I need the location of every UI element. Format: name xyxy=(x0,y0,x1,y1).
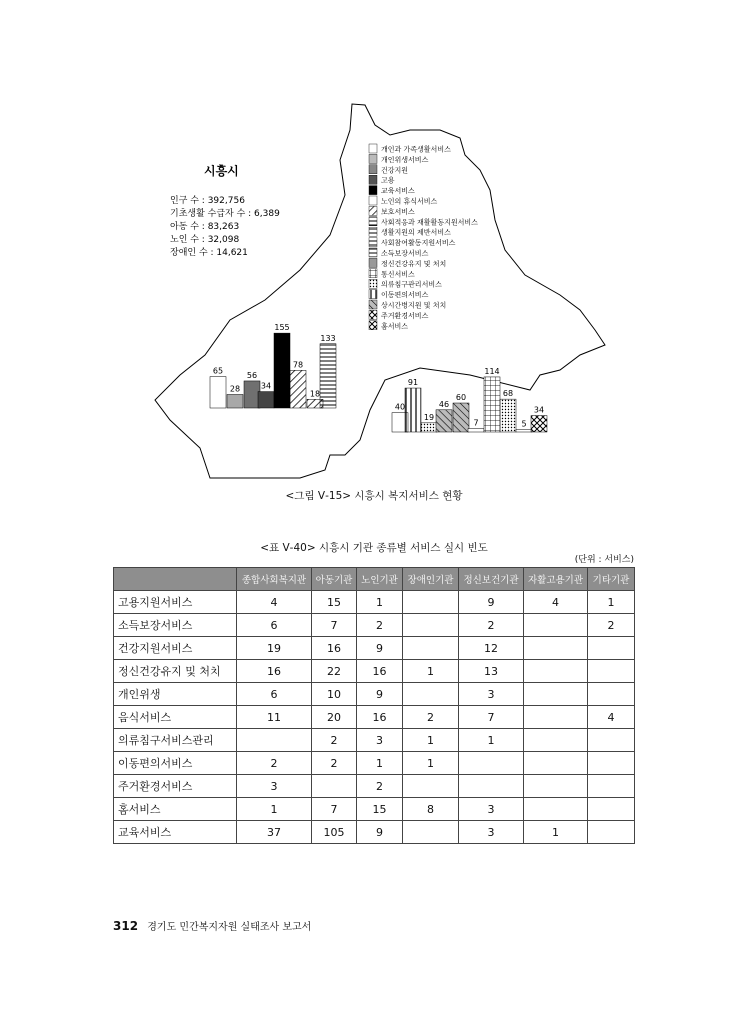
table-cell xyxy=(588,637,635,660)
table-cell: 1 xyxy=(524,821,588,844)
table-cell xyxy=(524,683,588,706)
row-label: 소득보장서비스 xyxy=(114,614,237,637)
table-cell xyxy=(403,683,459,706)
service-table xyxy=(113,567,635,844)
legend-swatch xyxy=(369,165,377,174)
table-cell: 13 xyxy=(459,660,524,683)
table-cell: 2 xyxy=(237,752,312,775)
table-cell: 7 xyxy=(459,706,524,729)
table-cell: 2 xyxy=(357,614,403,637)
table-cell: 20 xyxy=(312,706,357,729)
column-header: 기타기관 xyxy=(588,568,635,591)
table-cell: 1 xyxy=(588,591,635,614)
stat-recipients: 기초생활 수급자 수 : 6,389 xyxy=(170,209,280,219)
legend-label: 교육서비스 xyxy=(381,187,415,196)
table-row xyxy=(114,798,635,821)
legend-swatch xyxy=(369,238,377,247)
stat-children: 아동 수 : 83,263 xyxy=(170,222,240,232)
table-cell xyxy=(524,798,588,821)
table-cell: 16 xyxy=(357,660,403,683)
table-cell: 16 xyxy=(237,660,312,683)
legend-swatch xyxy=(369,196,377,205)
legend-swatch xyxy=(369,300,377,309)
table-cell: 3 xyxy=(459,683,524,706)
table-cell xyxy=(403,591,459,614)
table-cell: 4 xyxy=(524,591,588,614)
stat-disabled: 장애인 수 : 14,621 xyxy=(170,248,248,258)
bar xyxy=(227,394,243,408)
bar xyxy=(210,377,226,408)
table-cell: 15 xyxy=(357,798,403,821)
stats-block xyxy=(170,194,280,258)
table-cell: 1 xyxy=(403,660,459,683)
report-title: 경기도 민간복지자원 실태조사 보고서 xyxy=(147,922,312,933)
legend-label: 통신서비스 xyxy=(381,270,415,279)
table-cell: 16 xyxy=(312,637,357,660)
table-cell: 1 xyxy=(357,591,403,614)
table-cell xyxy=(588,821,635,844)
table-cell: 2 xyxy=(459,614,524,637)
city-name: 시흥시 xyxy=(204,164,239,178)
column-header: 노인기관 xyxy=(357,568,403,591)
bars xyxy=(210,323,547,432)
table-cell: 1 xyxy=(403,752,459,775)
table-cell: 2 xyxy=(357,775,403,798)
bar-value-label: 114 xyxy=(484,366,500,376)
row-label: 건강지원서비스 xyxy=(114,637,237,660)
bar-value-label: 133 xyxy=(320,333,336,343)
stat-population: 인구 수 : 392,756 xyxy=(170,196,245,206)
bar-value-label: 56 xyxy=(246,370,258,380)
table-cell xyxy=(524,637,588,660)
table-cell xyxy=(403,614,459,637)
bar xyxy=(405,388,421,432)
table-cell xyxy=(403,637,459,660)
table-row xyxy=(114,752,635,775)
bar-value-label: 18 xyxy=(309,389,321,399)
bar-value-label: 34 xyxy=(533,405,545,415)
column-header: 자활고용기관 xyxy=(524,568,588,591)
column-header: 아동기관 xyxy=(312,568,357,591)
table-row xyxy=(114,683,635,706)
legend-label: 건강지원 xyxy=(381,166,409,175)
column-header: 장애인기관 xyxy=(403,568,459,591)
table-cell xyxy=(403,821,459,844)
table-cell: 3 xyxy=(357,729,403,752)
legend-label: 소득보장서비스 xyxy=(381,249,429,258)
bar xyxy=(421,423,437,432)
stat-elderly: 노인 수 : 32,098 xyxy=(170,235,240,245)
column-header: 정신보건기관 xyxy=(459,568,524,591)
bar-value-label: 68 xyxy=(502,389,514,399)
legend-swatch xyxy=(369,154,377,163)
table-cell: 4 xyxy=(588,706,635,729)
legend-swatch xyxy=(369,206,377,215)
table-cell: 19 xyxy=(237,637,312,660)
figure-caption: <그림 Ⅴ-15> 시흥시 복지서비스 현황 xyxy=(285,490,463,502)
table-caption: <표 Ⅴ-40> 시흥시 기관 종류별 서비스 실시 빈도 xyxy=(260,542,488,554)
table-cell: 1 xyxy=(403,729,459,752)
table-cell: 2 xyxy=(588,614,635,637)
bar-value-label: 7 xyxy=(473,418,479,428)
table-cell: 3 xyxy=(237,775,312,798)
bar-value-label: 155 xyxy=(274,323,290,333)
table-row xyxy=(114,729,635,752)
legend-label: 노인의 휴식서비스 xyxy=(381,197,438,206)
legend-label: 개인위생서비스 xyxy=(381,155,429,164)
table-cell xyxy=(524,775,588,798)
bar-value-label: 91 xyxy=(407,378,419,388)
row-label: 정신건강유지 및 처치 xyxy=(114,660,237,683)
legend-swatch xyxy=(369,144,377,153)
bar xyxy=(531,416,547,432)
legend-label: 이동편의서비스 xyxy=(381,291,429,300)
bar-value-label: 60 xyxy=(455,393,467,403)
bar xyxy=(468,429,484,432)
table-cell: 2 xyxy=(403,706,459,729)
page-number: 312 xyxy=(113,919,139,933)
bar xyxy=(436,410,452,432)
table-cell xyxy=(403,775,459,798)
table-cell: 105 xyxy=(312,821,357,844)
table-cell xyxy=(524,660,588,683)
table-row xyxy=(114,775,635,798)
bar-value-label: 40 xyxy=(394,402,406,412)
bar-value-label: 5 xyxy=(521,419,527,429)
legend-label: 정신건강유지 및 처치 xyxy=(381,259,447,268)
table-cell: 1 xyxy=(357,752,403,775)
legend-swatch xyxy=(369,279,377,288)
legend-swatch xyxy=(369,258,377,267)
table-cell: 8 xyxy=(403,798,459,821)
bar-value-label: 34 xyxy=(260,381,272,391)
table-cell: 7 xyxy=(312,798,357,821)
bar xyxy=(290,370,306,408)
table-cell: 12 xyxy=(459,637,524,660)
legend-label: 의류침구관리서비스 xyxy=(381,280,442,289)
page-footer xyxy=(113,918,311,933)
table-cell: 9 xyxy=(357,683,403,706)
table-cell: 4 xyxy=(237,591,312,614)
table-cell xyxy=(459,752,524,775)
table-cell: 6 xyxy=(237,683,312,706)
table-cell xyxy=(588,752,635,775)
table-cell xyxy=(588,683,635,706)
bar-value-label: 78 xyxy=(292,360,304,370)
bar-value-label: 19 xyxy=(423,412,435,422)
legend-label: 생활지원의 제반서비스 xyxy=(381,228,451,237)
legend-swatch xyxy=(369,217,377,226)
table-cell xyxy=(524,752,588,775)
row-label: 개인위생 xyxy=(114,683,237,706)
legend-label: 개인과 가족생활서비스 xyxy=(381,145,451,154)
legend-swatch xyxy=(369,227,377,236)
table-cell: 16 xyxy=(357,706,403,729)
legend xyxy=(369,144,478,330)
bar xyxy=(258,392,274,408)
table-cell: 1 xyxy=(459,729,524,752)
legend-label: 보호서비스 xyxy=(381,207,415,216)
table-row xyxy=(114,660,635,683)
legend-swatch xyxy=(369,310,377,319)
table-cell: 9 xyxy=(357,821,403,844)
table-cell xyxy=(588,729,635,752)
table-cell xyxy=(588,775,635,798)
bar xyxy=(516,430,532,432)
legend-label: 사회적응과 재활활동지원서비스 xyxy=(381,218,478,227)
table-cell xyxy=(459,775,524,798)
legend-label: 사회참여활동지원서비스 xyxy=(381,239,456,248)
legend-swatch xyxy=(369,175,377,184)
row-label: 의류침구서비스관리 xyxy=(114,729,237,752)
legend-swatch xyxy=(369,290,377,299)
bar-value-label: 46 xyxy=(438,399,450,409)
table-cell: 9 xyxy=(459,591,524,614)
table-cell xyxy=(312,775,357,798)
bar xyxy=(320,344,336,408)
table-cell: 22 xyxy=(312,660,357,683)
legend-swatch xyxy=(369,186,377,195)
table-cell: 2 xyxy=(312,752,357,775)
table-cell xyxy=(588,660,635,683)
row-label: 고용지원서비스 xyxy=(114,591,237,614)
table-row xyxy=(114,821,635,844)
table-row xyxy=(114,614,635,637)
table-cell: 3 xyxy=(459,798,524,821)
bar-value-label: 65 xyxy=(212,366,224,376)
table-cell: 2 xyxy=(312,729,357,752)
table-cell xyxy=(524,729,588,752)
bar xyxy=(453,403,469,432)
row-label: 홈서비스 xyxy=(114,798,237,821)
legend-swatch xyxy=(369,321,377,330)
legend-swatch xyxy=(369,269,377,278)
table-cell: 6 xyxy=(237,614,312,637)
bar xyxy=(484,377,500,432)
table-cell: 1 xyxy=(237,798,312,821)
table-cell: 15 xyxy=(312,591,357,614)
table-row xyxy=(114,637,635,660)
table-cell xyxy=(237,729,312,752)
table-cell xyxy=(524,706,588,729)
table-cell: 10 xyxy=(312,683,357,706)
row-label: 음식서비스 xyxy=(114,706,237,729)
legend-label: 고용 xyxy=(381,176,395,185)
table-cell xyxy=(588,798,635,821)
bar xyxy=(500,399,516,432)
unit-label: (단위 : 서비스) xyxy=(574,555,634,565)
table-cell: 3 xyxy=(459,821,524,844)
bar-value-label: 28 xyxy=(229,384,241,394)
figure-map-chart xyxy=(0,0,748,480)
bar xyxy=(244,381,260,408)
row-label: 이동편의서비스 xyxy=(114,752,237,775)
table-row xyxy=(114,591,635,614)
table-header-row xyxy=(114,568,635,591)
table-cell: 9 xyxy=(357,637,403,660)
row-label: 교육서비스 xyxy=(114,821,237,844)
table-body xyxy=(114,591,635,844)
column-header: 종합사회복지관 xyxy=(237,568,312,591)
legend-label: 주거환경서비스 xyxy=(381,311,429,320)
bar xyxy=(307,399,323,408)
legend-label: 홈서비스 xyxy=(381,322,409,331)
header-blank xyxy=(114,568,237,591)
table-row xyxy=(114,706,635,729)
table-cell: 11 xyxy=(237,706,312,729)
table-cell: 7 xyxy=(312,614,357,637)
bar xyxy=(274,333,290,408)
legend-swatch xyxy=(369,248,377,257)
legend-label: 상시간병지원 및 처치 xyxy=(381,301,447,310)
table-cell xyxy=(524,614,588,637)
table-cell: 37 xyxy=(237,821,312,844)
row-label: 주거환경서비스 xyxy=(114,775,237,798)
